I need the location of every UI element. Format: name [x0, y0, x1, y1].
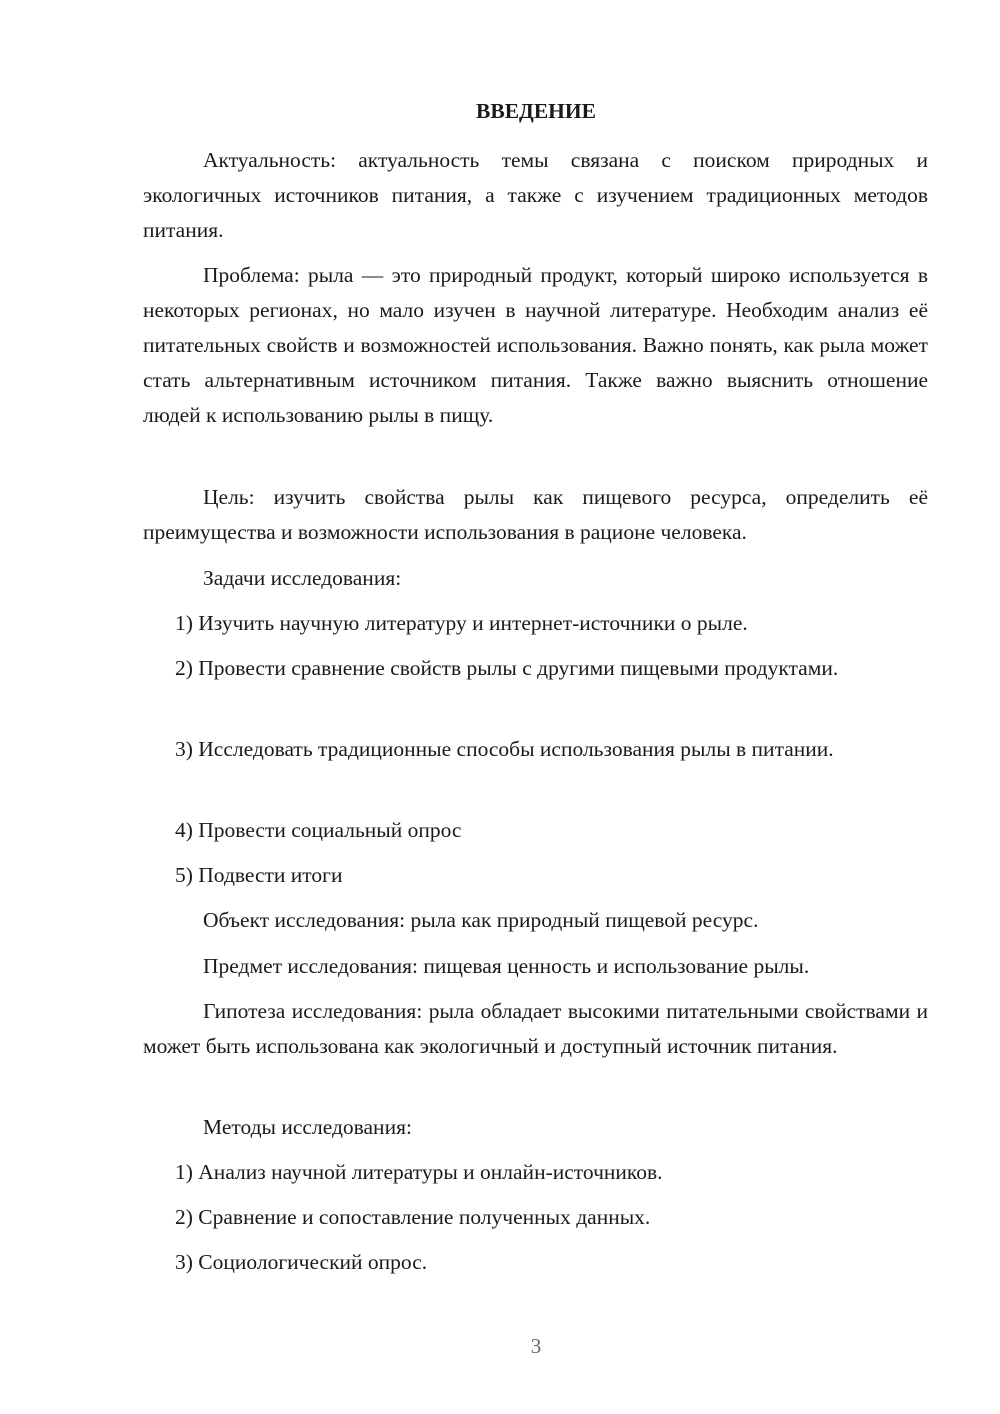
method-item-2: 2) Сравнение и сопоставление полученных данных. — [175, 1205, 651, 1229]
method-item-3: 3) Социологический опрос. — [175, 1250, 428, 1274]
page-number: 3 — [530, 1334, 542, 1358]
task-item-4: 4) Провести социальный опрос — [175, 818, 462, 842]
task-item-5: 5) Подвести итоги — [175, 863, 343, 887]
task-item-1: 1) Изучить научную литературу и интернет-источники о рыле. — [175, 611, 748, 635]
page-title: ВВЕДЕНИЕ — [476, 99, 596, 123]
paragraph-tasks-heading: Задачи исследования: — [203, 566, 402, 590]
method-item-1: 1) Анализ научной литературы и онлайн-источников. — [175, 1160, 663, 1184]
paragraph-goal: Цель: изучить свойства рылы как пищевого ресурса, определить её преимущества и возможности использования в рационе человека. — [143, 485, 928, 544]
paragraph-subject: Предмет исследования: пищевая ценность и использование рылы. — [203, 954, 810, 978]
paragraph-problem: Проблема: рыла — это природный продукт, который широко используется в некоторых регионах, но мало изучен в научной литературе. Необходим анализ её питательных свойств и возможностей использования. Важно понять, как рыла может стать альтернативным источником питания. Также важно выяснить отношение людей к использованию рылы в пищу. — [143, 263, 928, 427]
paragraph-object: Объект исследования: рыла как природный пищевой ресурс. — [203, 908, 759, 932]
paragraph-hypothesis: Гипотеза исследования: рыла обладает высокими питательными свойствами и может быть использована как экологичный и доступный источник питания. — [143, 999, 928, 1058]
paragraph-methods-heading: Методы исследования: — [203, 1115, 412, 1139]
task-item-2: 2) Провести сравнение свойств рылы с другими пищевыми продуктами. — [175, 656, 839, 680]
task-item-3: 3) Исследовать традиционные способы использования рылы в питании. — [175, 737, 834, 761]
paragraph-relevance: Актуальность: актуальность темы связана с поиском природных и экологичных источников питания, а также с изучением традиционных методов питания. — [143, 148, 928, 242]
